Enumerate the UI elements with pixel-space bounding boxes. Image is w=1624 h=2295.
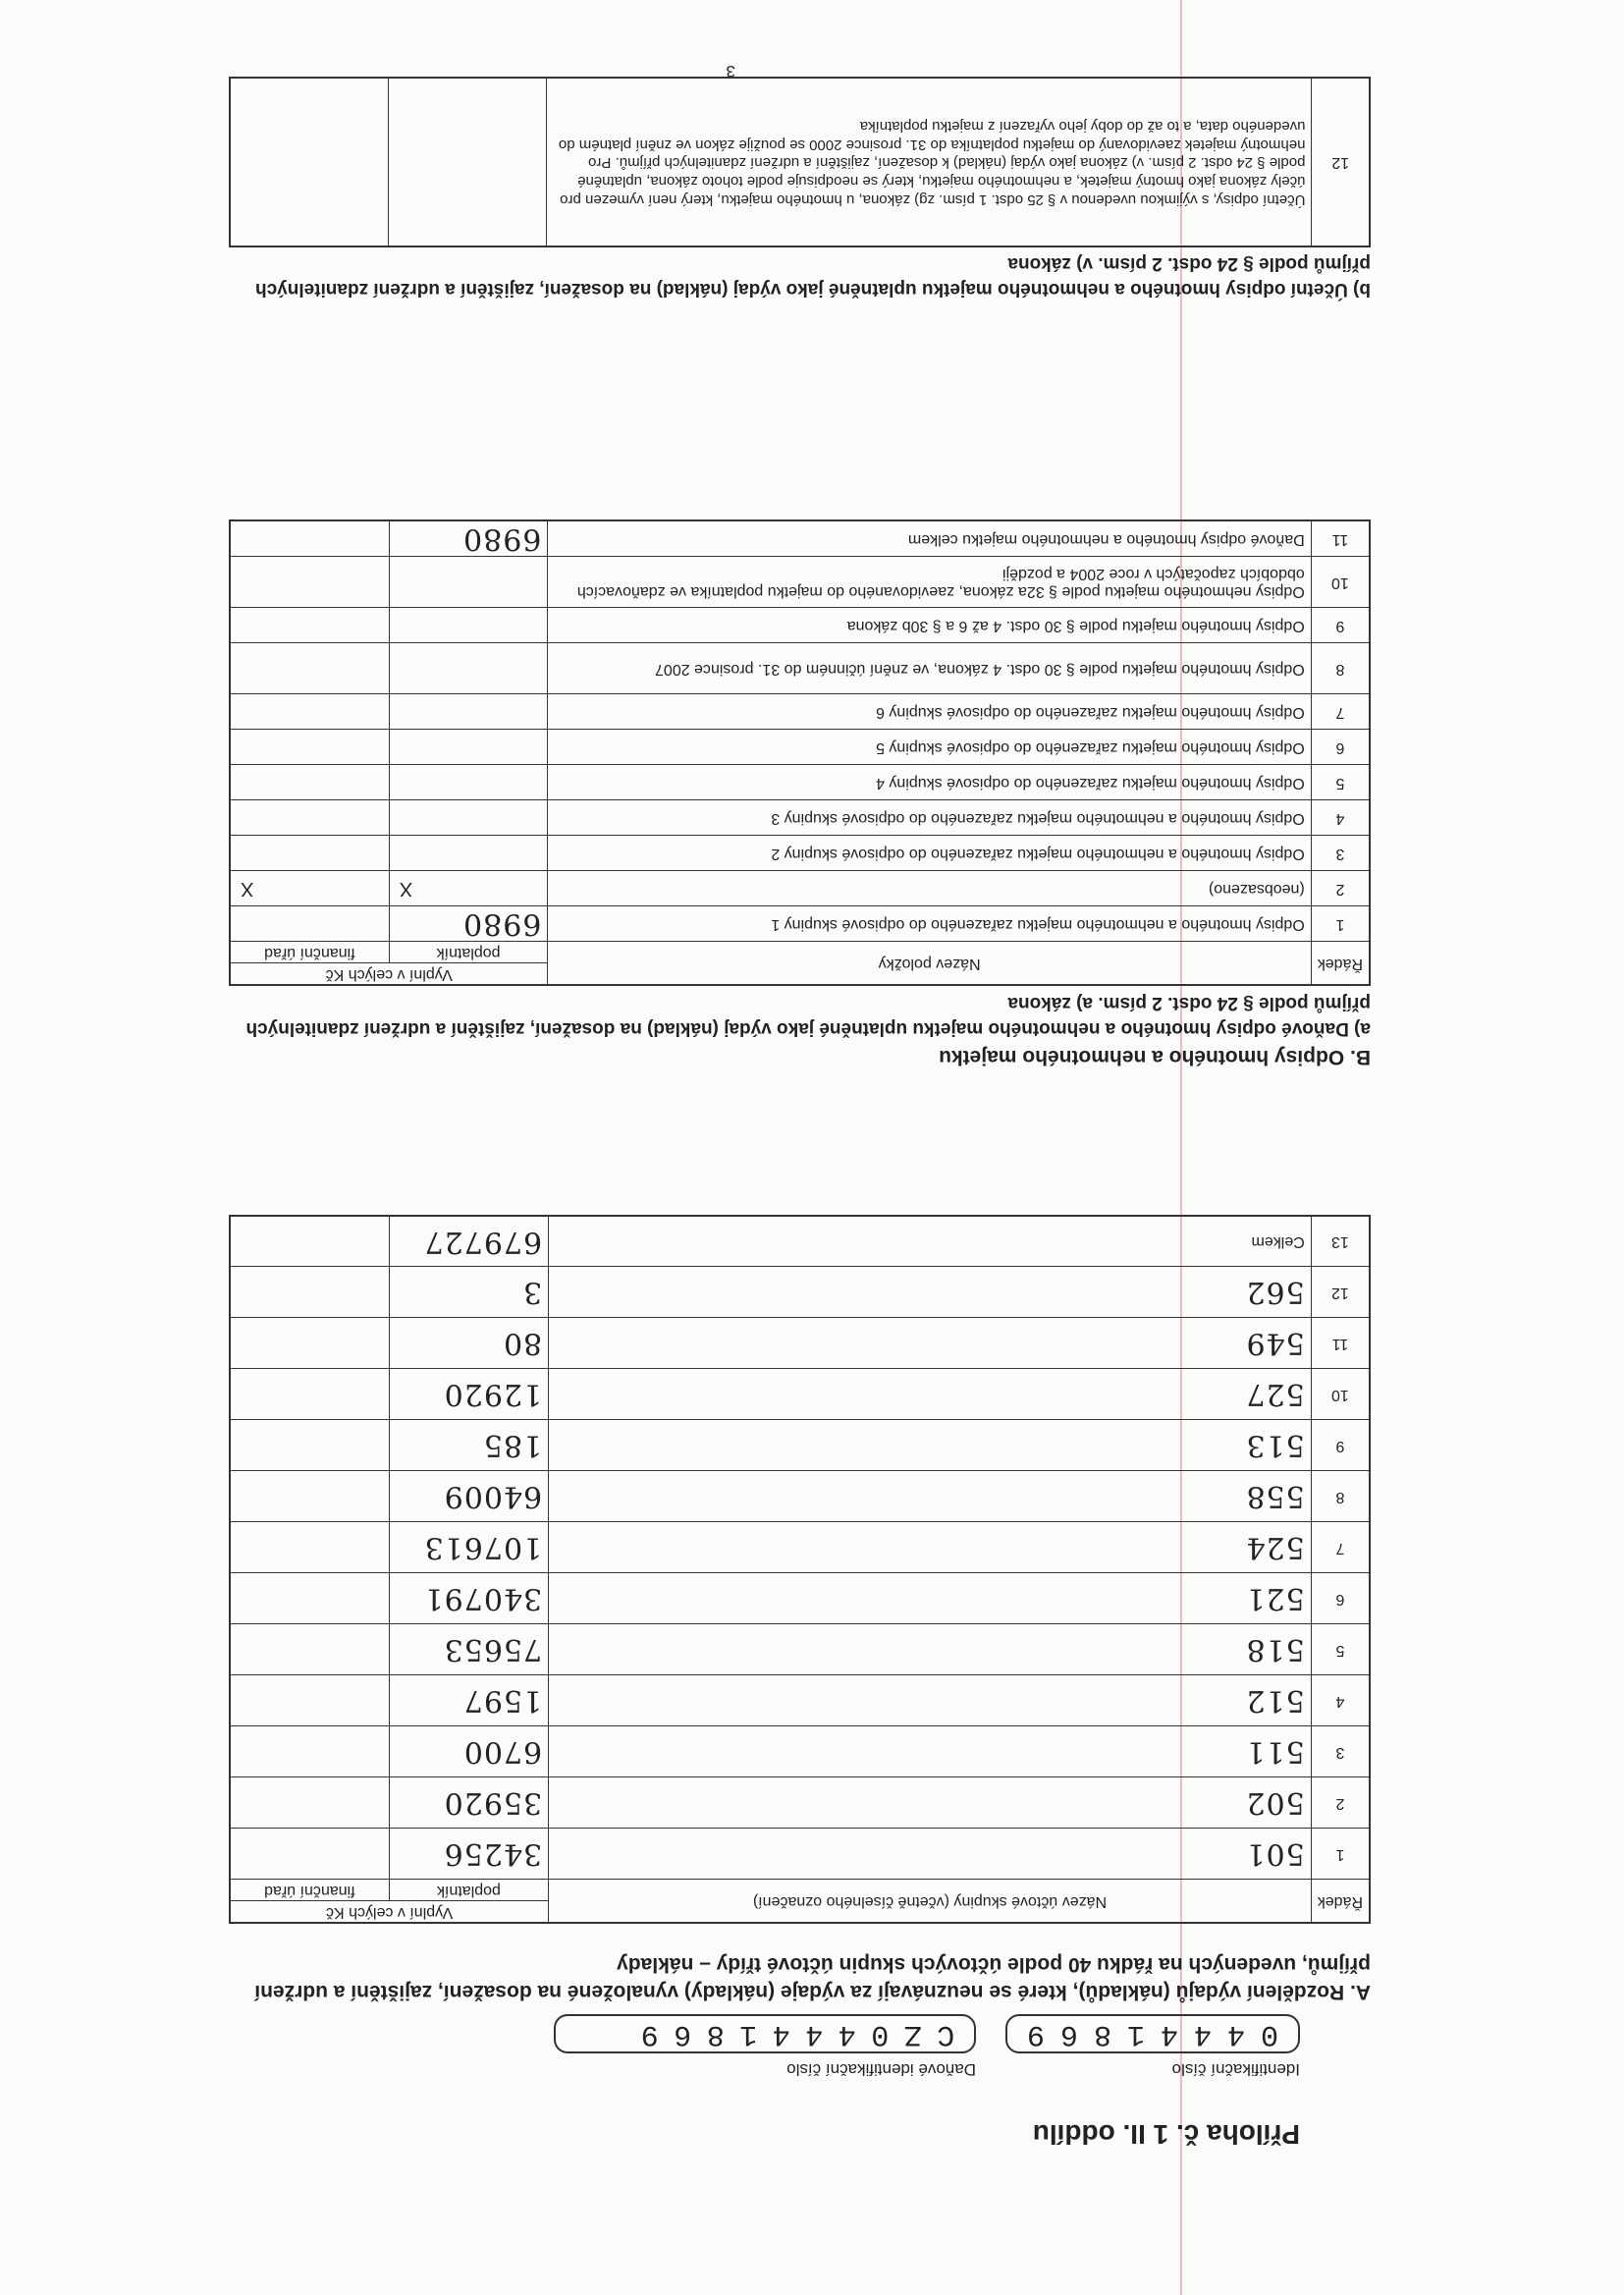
row-name: Odpisy hmotného majetku podle § 30 odst. 4 až 6 a § 30b zákona <box>548 608 1311 643</box>
row-number: 13 <box>1311 1216 1370 1267</box>
col-fill-header: Vyplní v celých Kč <box>230 1901 549 1923</box>
row-name: Daňové odpisy hmotného a nehmotného majetku celkem <box>548 521 1311 558</box>
payer-amount: 3 <box>389 1267 548 1318</box>
payer-amount <box>389 730 548 765</box>
payer-amount: 80 <box>389 1318 548 1369</box>
office-amount <box>230 1829 389 1880</box>
ic-char: 4 <box>1161 2017 1179 2050</box>
dic-field <box>554 2014 976 2053</box>
payer-amount: 679727 <box>389 1216 548 1267</box>
payer-amount: 185 <box>389 1420 548 1471</box>
row-number: 10 <box>1311 557 1370 608</box>
payer-amount <box>389 557 548 608</box>
table-row <box>230 730 1370 765</box>
payer-amount: 107613 <box>389 1522 548 1573</box>
b-col-name-header: Název položky <box>548 942 1311 985</box>
section-b-subtitle-b: b) Účetní odpisy hmotného a nehmotného majetku uplatněné jako výdaj (náklad) na dosažení, zajištění a udržení zdanitelných příjmů podle § 24 odst. 2 písm. v) zákona <box>255 253 1371 300</box>
table-row <box>230 694 1370 730</box>
table-row <box>230 765 1370 800</box>
office-amount <box>230 1420 389 1471</box>
row-number: 12 <box>1311 1267 1370 1318</box>
row-number: 1 <box>1311 1829 1370 1880</box>
row-number: 2 <box>1311 871 1370 906</box>
row-number: 4 <box>1311 800 1370 836</box>
dic-char: 9 <box>640 2017 659 2050</box>
office-amount <box>230 765 389 800</box>
row-name: Odpisy hmotného a nehmotného majetku zařazeného do odpisové skupiny 1 <box>548 906 1311 942</box>
row-number: 8 <box>1311 1471 1370 1522</box>
ic-char: 8 <box>1094 2017 1112 2050</box>
b-col-row-header: Řádek <box>1311 942 1370 985</box>
row-number: 11 <box>1311 1318 1370 1369</box>
row-number: 3 <box>1311 836 1370 871</box>
row-name: Odpisy hmotného a nehmotného majetku zařazeného do odpisové skupiny 2 <box>548 836 1311 871</box>
ic-char: 6 <box>1060 2017 1079 2050</box>
row-number: 7 <box>1311 694 1370 730</box>
col-row-header: Řádek <box>1311 1880 1370 1923</box>
col-name-header: Název účtové skupiny (včetně číselného označení) <box>549 1880 1312 1923</box>
table-row <box>230 1267 1370 1318</box>
row-number: 12 <box>1312 78 1370 246</box>
table-row <box>230 906 1370 942</box>
office-amount <box>230 1267 389 1318</box>
ic-char: 4 <box>1194 2017 1213 2050</box>
table-row <box>230 800 1370 836</box>
row-number: 11 <box>1311 521 1370 558</box>
ic-field <box>1005 2014 1300 2053</box>
dic-char: Z <box>903 2017 922 2050</box>
dic-char: 4 <box>772 2017 790 2050</box>
payer-amount: 12920 <box>389 1369 548 1420</box>
group-name: 502 <box>549 1777 1312 1829</box>
row-number: 2 <box>1311 1777 1370 1829</box>
payer-amount: 34256 <box>389 1829 548 1880</box>
row-number: 3 <box>1311 1726 1370 1777</box>
row-number: 9 <box>1311 608 1370 643</box>
office-amount <box>230 643 389 694</box>
section-a-title: A. Rozdělení výdajů (nákladů), které se neuznávají za výdaje (náklady) vynaložené na dosažení, zajištění a udržení příjmů, uvedených na řádku 40 podle účtových skupin účtové třídy – náklady <box>254 1952 1371 2003</box>
group-name: 521 <box>549 1573 1312 1624</box>
row-name: Odpisy hmotného majetku podle § 30 odst. 4 zákona, ve znění účinném do 31. prosince 2007 <box>548 643 1311 694</box>
row-number: 6 <box>1311 730 1370 765</box>
group-name: 527 <box>549 1369 1312 1420</box>
table-row <box>230 78 1370 246</box>
payer-amount: 340791 <box>389 1573 548 1624</box>
group-name: 518 <box>549 1624 1312 1675</box>
payer-amount: X <box>389 871 548 906</box>
group-name: 562 <box>549 1267 1312 1318</box>
section-b-table <box>229 520 1371 987</box>
row-number: 1 <box>1311 906 1370 942</box>
table-row <box>230 608 1370 643</box>
group-name: 513 <box>549 1420 1312 1471</box>
table-row <box>230 1522 1370 1573</box>
table-row <box>230 1420 1370 1471</box>
payer-amount: 6700 <box>389 1726 548 1777</box>
office-amount: X <box>230 871 389 906</box>
office-amount <box>230 78 389 246</box>
dic-char: 0 <box>871 2017 890 2050</box>
payer-amount <box>389 643 548 694</box>
office-amount <box>230 1471 389 1522</box>
table-row <box>230 557 1370 608</box>
payer-amount: 64009 <box>389 1471 548 1522</box>
dic-char: C <box>937 2017 955 2050</box>
group-name: 549 <box>549 1318 1312 1369</box>
payer-amount <box>389 836 548 871</box>
office-amount <box>230 906 389 942</box>
ic-char: 1 <box>1127 2017 1146 2050</box>
row-number: 8 <box>1311 643 1370 694</box>
row-number: 7 <box>1311 1522 1370 1573</box>
b-col-office-header: finanční úřad <box>230 942 389 963</box>
table-row <box>230 1624 1370 1675</box>
col-office-header: finanční úřad <box>230 1880 389 1901</box>
office-amount <box>230 1777 389 1829</box>
table-row <box>230 1829 1370 1880</box>
page-number: 3 <box>726 62 735 81</box>
office-amount <box>230 836 389 871</box>
group-name: 501 <box>549 1829 1312 1880</box>
row-number: 6 <box>1311 1573 1370 1624</box>
payer-amount: 35920 <box>389 1777 548 1829</box>
ic-char: 4 <box>1227 2017 1246 2050</box>
table-row <box>230 521 1370 558</box>
office-amount <box>230 800 389 836</box>
ic-label: Identifikační číslo <box>1171 2060 1300 2079</box>
table-row <box>230 1318 1370 1369</box>
payer-amount <box>389 694 548 730</box>
office-amount <box>230 608 389 643</box>
office-amount <box>230 1318 389 1369</box>
dic-char: 1 <box>739 2017 758 2050</box>
payer-amount: 1597 <box>389 1675 548 1726</box>
row-name: Odpisy hmotného majetku zařazeného do odpisové skupiny 4 <box>548 765 1311 800</box>
b-col-payer-header: poplatník <box>389 942 548 963</box>
office-amount <box>230 1624 389 1675</box>
group-name: 512 <box>549 1675 1312 1726</box>
row-name: Odpisy hmotného majetku zařazeného do odpisové skupiny 6 <box>548 694 1311 730</box>
dic-char: 6 <box>674 2017 692 2050</box>
table-row <box>230 1471 1370 1522</box>
b-col-fill-header: Vyplní v celých Kč <box>230 963 548 985</box>
office-amount <box>230 694 389 730</box>
row-number: 4 <box>1311 1675 1370 1726</box>
row-name: Odpisy nehmotného majetku podle § 32a zákona, zaevidovaného do majetku poplatníka ve zdaňovacích obdobích započatých v roce 2004 a později <box>548 557 1311 608</box>
table-row <box>230 1216 1370 1267</box>
dic-char: 4 <box>838 2017 856 2050</box>
office-amount <box>230 1573 389 1624</box>
row-name: (neobsazeno) <box>548 871 1311 906</box>
payer-amount <box>389 608 548 643</box>
table-row <box>230 871 1370 906</box>
row-number: 5 <box>1311 765 1370 800</box>
row-name: Účetní odpisy, s výjimkou uvedenou v § 25 odst. 1 písm. zg) zákona, u hmotného majetku, který není vymezen pro účely zákona jako hmotný majetek, a nehmotného majetku, který se neodpisuje podle tohoto zákona, uplatněné podle § 24 odst. 2 písm. v) zákona jako výdaj (náklad) k dosažení, zajištění a udržení zdanitelných příjmů. Pro nehmotný majetek zaevidovaný do majetku poplatníka do 31. prosince 2000 se použije zákon ve znění platném do uvedeného data, a to až do doby jeho vyřazení z majetku poplatníka <box>546 78 1311 246</box>
payer-amount: 6980 <box>389 521 548 558</box>
table-row <box>230 836 1370 871</box>
row-name: Odpisy hmotného majetku zařazeného do odpisové skupiny 5 <box>548 730 1311 765</box>
office-amount <box>230 521 389 558</box>
section-a-table <box>229 1215 1371 1924</box>
table-row <box>230 1369 1370 1420</box>
row-number: 10 <box>1311 1369 1370 1420</box>
office-amount <box>230 1522 389 1573</box>
group-name: 558 <box>549 1471 1312 1522</box>
section-b-title: B. Odpisy hmotného a nehmotného majetku <box>939 1046 1371 1068</box>
table-row <box>230 1573 1370 1624</box>
office-amount <box>230 1675 389 1726</box>
table-row <box>230 1675 1370 1726</box>
office-amount <box>230 557 389 608</box>
col-payer-header: poplatník <box>389 1880 548 1901</box>
payer-amount <box>389 765 548 800</box>
office-amount <box>230 1369 389 1420</box>
dic-char: 8 <box>706 2017 725 2050</box>
row-number: 5 <box>1311 1624 1370 1675</box>
ic-char: 0 <box>1261 2017 1279 2050</box>
table-row <box>230 1777 1370 1829</box>
section-b-subtitle-a: a) Daňové odpisy hmotného a nehmotného majetku uplatněné jako výdaj (náklad) na dosažení, zajištění a udržení zdanitelných příjmů podle § 24 odst. 2 písm. a) zákona <box>245 993 1371 1039</box>
table-row <box>230 643 1370 694</box>
group-name: 511 <box>549 1726 1312 1777</box>
group-name: 524 <box>549 1522 1312 1573</box>
row-number: 9 <box>1311 1420 1370 1471</box>
payer-amount: 75653 <box>389 1624 548 1675</box>
dic-char: 4 <box>805 2017 824 2050</box>
page-title: Příloha č. 1 II. oddílu <box>1032 2119 1300 2150</box>
row-name: Odpisy hmotného a nehmotného majetku zařazeného do odpisové skupiny 3 <box>548 800 1311 836</box>
office-amount <box>230 1726 389 1777</box>
office-amount <box>230 1216 389 1267</box>
payer-amount <box>389 78 547 246</box>
table-row <box>230 1726 1370 1777</box>
group-name: Celkem <box>549 1216 1312 1267</box>
dic-label: Daňové identifikační číslo <box>786 2060 976 2079</box>
payer-amount: 6980 <box>389 906 548 942</box>
section-b-row12-table <box>229 77 1371 247</box>
ic-char: 9 <box>1027 2017 1046 2050</box>
office-amount <box>230 730 389 765</box>
payer-amount <box>389 800 548 836</box>
